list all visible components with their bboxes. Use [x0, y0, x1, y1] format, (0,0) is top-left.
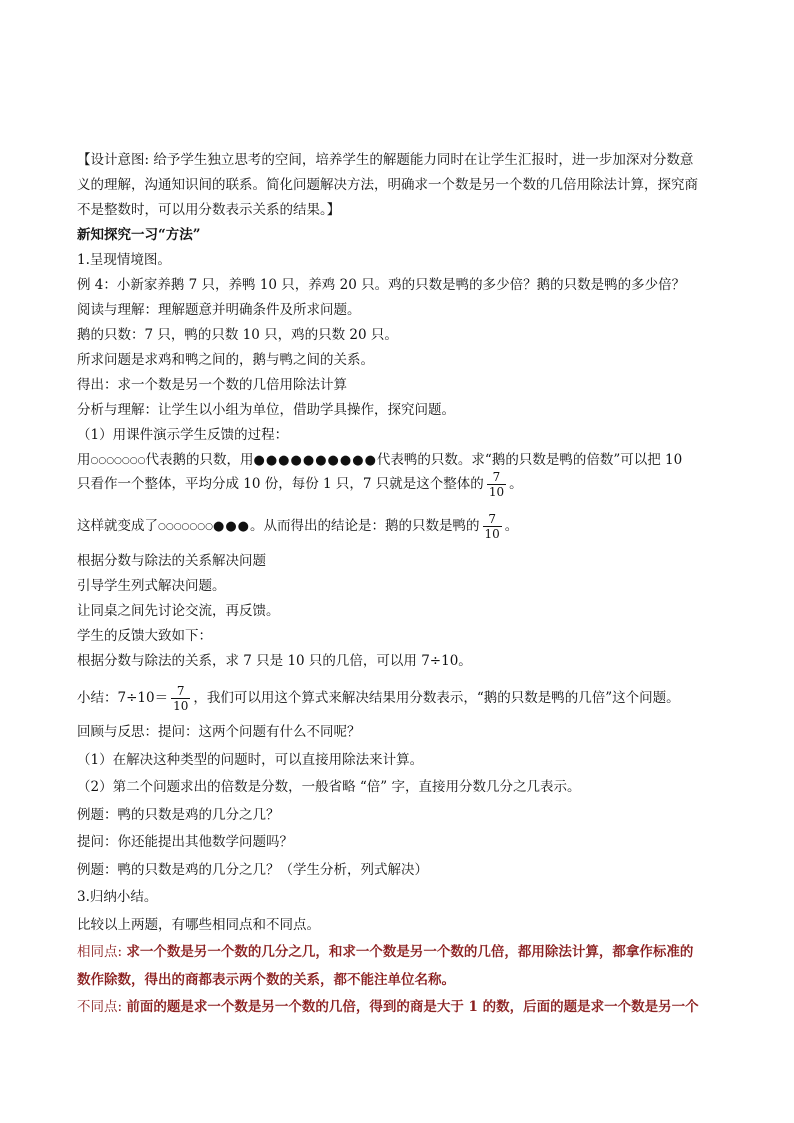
counts-line: 鹅的只数：7 只，鸭的只数 10 只，鸡的只数 20 只。: [77, 327, 398, 343]
sub-1-line: （1）用课件演示学生反馈的过程：: [77, 427, 289, 443]
example-line-1: 例题：鸭的只数是鸡的几分之几？: [77, 807, 280, 823]
summary-line: 小结：7÷10＝ $\frac{7}{10}$ ，我们可以用这个算式来解决结果用分数表示，“鹅的只数是鸭的几倍”这个问题。: [77, 684, 680, 713]
guide-line: 引导学生列式解决问题。: [77, 578, 226, 594]
whole-line: 只看作一个整体，平均分成 10 份，每份 1 只，7 只就是这个整体的 $\frac{7}{10}$ 。: [77, 470, 523, 499]
dots-description-line: 用○○○○○○○代表鹅的只数，用●●●●●●●●●●代表鸭的只数。求“鹅的只数是鸭的倍数”可以把 10: [77, 452, 683, 468]
reading-understanding: 阅读与理解：理解题意并明确条件及所求问题。: [77, 302, 361, 318]
example-line-2: 例题：鸭的只数是鸡的几分之几？（学生分析，列式解决）: [77, 862, 428, 878]
step-3-heading: 3.归纳小结。: [77, 889, 158, 905]
similarity-line-1: 相同点: 求一个数是另一个数的几分之几，和求一个数是另一个数的几倍，都用除法计算，都拿作标准的: [77, 944, 694, 960]
design-intent-line-1: 【设计意图: 给予学生独立思考的空间，培养学生的解题能力同时在让学生汇报时，进一步加深对分数意: [77, 152, 694, 168]
duck-dots-icon: ●●●●●●●●●●: [253, 452, 377, 468]
section-heading: 新知探究一习“方法”: [77, 227, 201, 243]
fraction-7-10: $\frac{7}{10}$: [173, 684, 189, 713]
question-prompt: 提问：你还能提出其他数学问题吗？: [77, 834, 293, 850]
fraction-7-10: $\frac{7}{10}$: [484, 512, 500, 541]
relation-heading: 根据分数与除法的关系解决问题: [77, 553, 266, 569]
analysis-line: 分析与理解：让学生以小组为单位，借助学具操作，探究问题。: [77, 402, 455, 418]
example-4: 例 4：小新家养鹅 7 只，养鸭 10 只，养鸡 20 只。鸡的只数是鸭的多少倍？鹅的只数是鸭的多少倍？: [77, 277, 686, 293]
similarity-line-2: 数作除数，得出的商都表示两个数的关系，都不能注单位名称。: [77, 972, 455, 988]
feedback-answer: 根据分数与除法的关系，求 7 只是 10 只的几倍，可以用 7÷10。: [77, 653, 472, 669]
design-intent-line-3: 不是整数时，可以用分数表示关系的结果。】: [77, 202, 341, 218]
result-line: 这样就变成了○○○○○○○●●●。从而得出的结论是：鹅的只数是鸭的 $\frac{7}{10}$ 。: [77, 508, 518, 545]
goose-circles-icon: ○○○○○○○: [158, 521, 213, 532]
goose-circles-icon: ○○○○○○○: [90, 455, 146, 466]
review-point-2: （2）第二个问题求出的倍数是分数，一般省略 “倍” 字，直接用分数几分之几表示。: [77, 779, 581, 795]
conclusion-line: 得出：求一个数是另一个数的几倍用除法计算: [77, 377, 347, 393]
difference-line-1: 不同点: 前面的题是求一个数是另一个数的几倍，得到的商是大于 1 的数，后面的题是求一个数是另一个: [77, 999, 699, 1015]
step-1-heading: 1.呈现情境图。: [77, 252, 171, 268]
discuss-line: 让同桌之间先讨论交流，再反馈。: [77, 603, 280, 619]
design-intent-line-2: 义的理解，沟通知识间的联系。简化问题解决方法，明确求一个数是另一个数的几倍用除法计算，探究商: [77, 177, 698, 193]
feedback-line: 学生的反馈大致如下：: [77, 628, 212, 644]
duck-dots-icon: ●●●: [212, 518, 251, 534]
compare-line: 比较以上两题，有哪些相同点和不同点。: [77, 917, 320, 933]
fraction-7-10: $\frac{7}{10}$: [488, 470, 505, 499]
review-line: 回顾与反思：提问：这两个问题有什么不同呢？: [77, 724, 361, 740]
review-point-1: （1）在解决这种类型的问题时，可以直接用除法来计算。: [77, 752, 424, 768]
question-line: 所求问题是求鸡和鸭之间的，鹅与鸭之间的关系。: [77, 352, 374, 368]
